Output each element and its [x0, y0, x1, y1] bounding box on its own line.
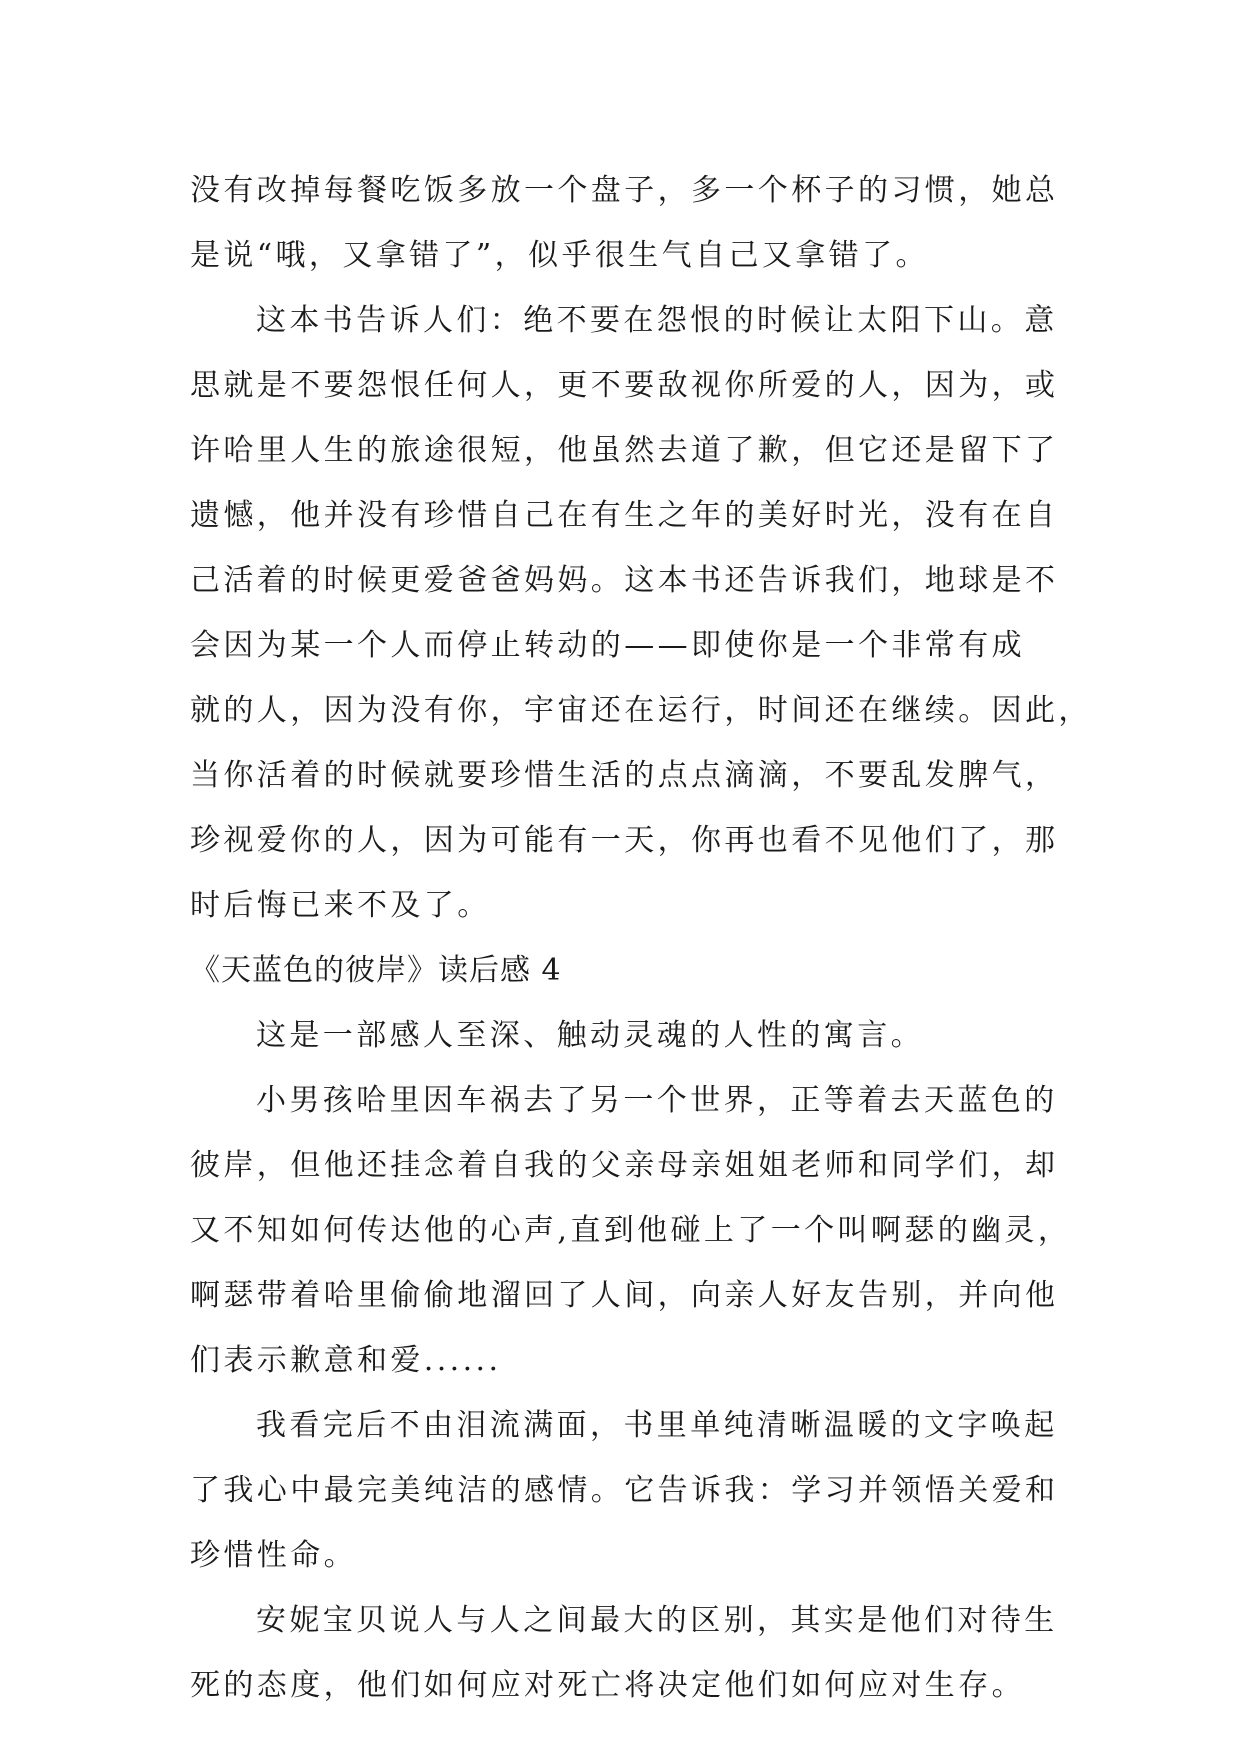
- section-heading: 《天蓝色的彼岸》读后感 4: [190, 953, 562, 988]
- text-line: 又不知如何传达他的心声,直到他碰上了一个叫啊瑟的幽灵，: [190, 1213, 1072, 1248]
- text-line: 们表示歉意和爱......: [190, 1343, 502, 1378]
- text-line: 珍视爱你的人，因为可能有一天，你再也看不见他们了，那: [190, 823, 1059, 858]
- paragraph-start-line: 小男孩哈里因车祸去了另一个世界，正等着去天蓝色的: [256, 1083, 1058, 1118]
- text-line: 死的态度，他们如何应对死亡将决定他们如何应对生存。: [190, 1668, 1025, 1703]
- paragraph-start-line: 我看完后不由泪流满面，书里单纯清晰温暖的文字唤起: [256, 1408, 1058, 1443]
- text-line: 思就是不要怨恨任何人，更不要敌视你所爱的人，因为，或: [190, 368, 1059, 403]
- text-line: 了我心中最完美纯洁的感情。它告诉我：学习并领悟关爱和: [190, 1473, 1059, 1508]
- text-line: 会因为某一个人而停止转动的——即使你是一个非常有成: [190, 628, 1025, 663]
- document-body: [190, 158, 1092, 1718]
- text-line: 许哈里人生的旅途很短，他虽然去道了歉，但它还是留下了: [190, 433, 1059, 468]
- text-line: 啊瑟带着哈里偷偷地溜回了人间，向亲人好友告别，并向他: [190, 1278, 1059, 1313]
- text-line: 是说“哦，又拿错了”，似乎很生气自己又拿错了。: [190, 238, 929, 273]
- text-line: 没有改掉每餐吃饭多放一个盘子，多一个杯子的习惯，她总: [190, 173, 1059, 208]
- text-line: 当你活着的时候就要珍惜生活的点点滴滴，不要乱发脾气，: [190, 758, 1059, 793]
- text-line: 己活着的时候更爱爸爸妈妈。这本书还告诉我们，地球是不: [190, 563, 1059, 598]
- text-line: 彼岸，但他还挂念着自我的父亲母亲姐姐老师和同学们，却: [190, 1148, 1059, 1183]
- text-line: 就的人，因为没有你，宇宙还在运行，时间还在继续。因此，: [190, 693, 1092, 728]
- text-line: 珍惜性命。: [190, 1538, 357, 1573]
- paragraph-start-line: 安妮宝贝说人与人之间最大的区别，其实是他们对待生: [256, 1603, 1058, 1638]
- paragraph-start-line: 这本书告诉人们：绝不要在怨恨的时候让太阳下山。意: [256, 303, 1058, 338]
- text-line: 遗憾，他并没有珍惜自己在有生之年的美好时光，没有在自: [190, 498, 1059, 533]
- text-line: 时后悔已来不及了。: [190, 888, 491, 923]
- paragraph-start-line: 这是一部感人至深、触动灵魂的人性的寓言。: [256, 1018, 924, 1053]
